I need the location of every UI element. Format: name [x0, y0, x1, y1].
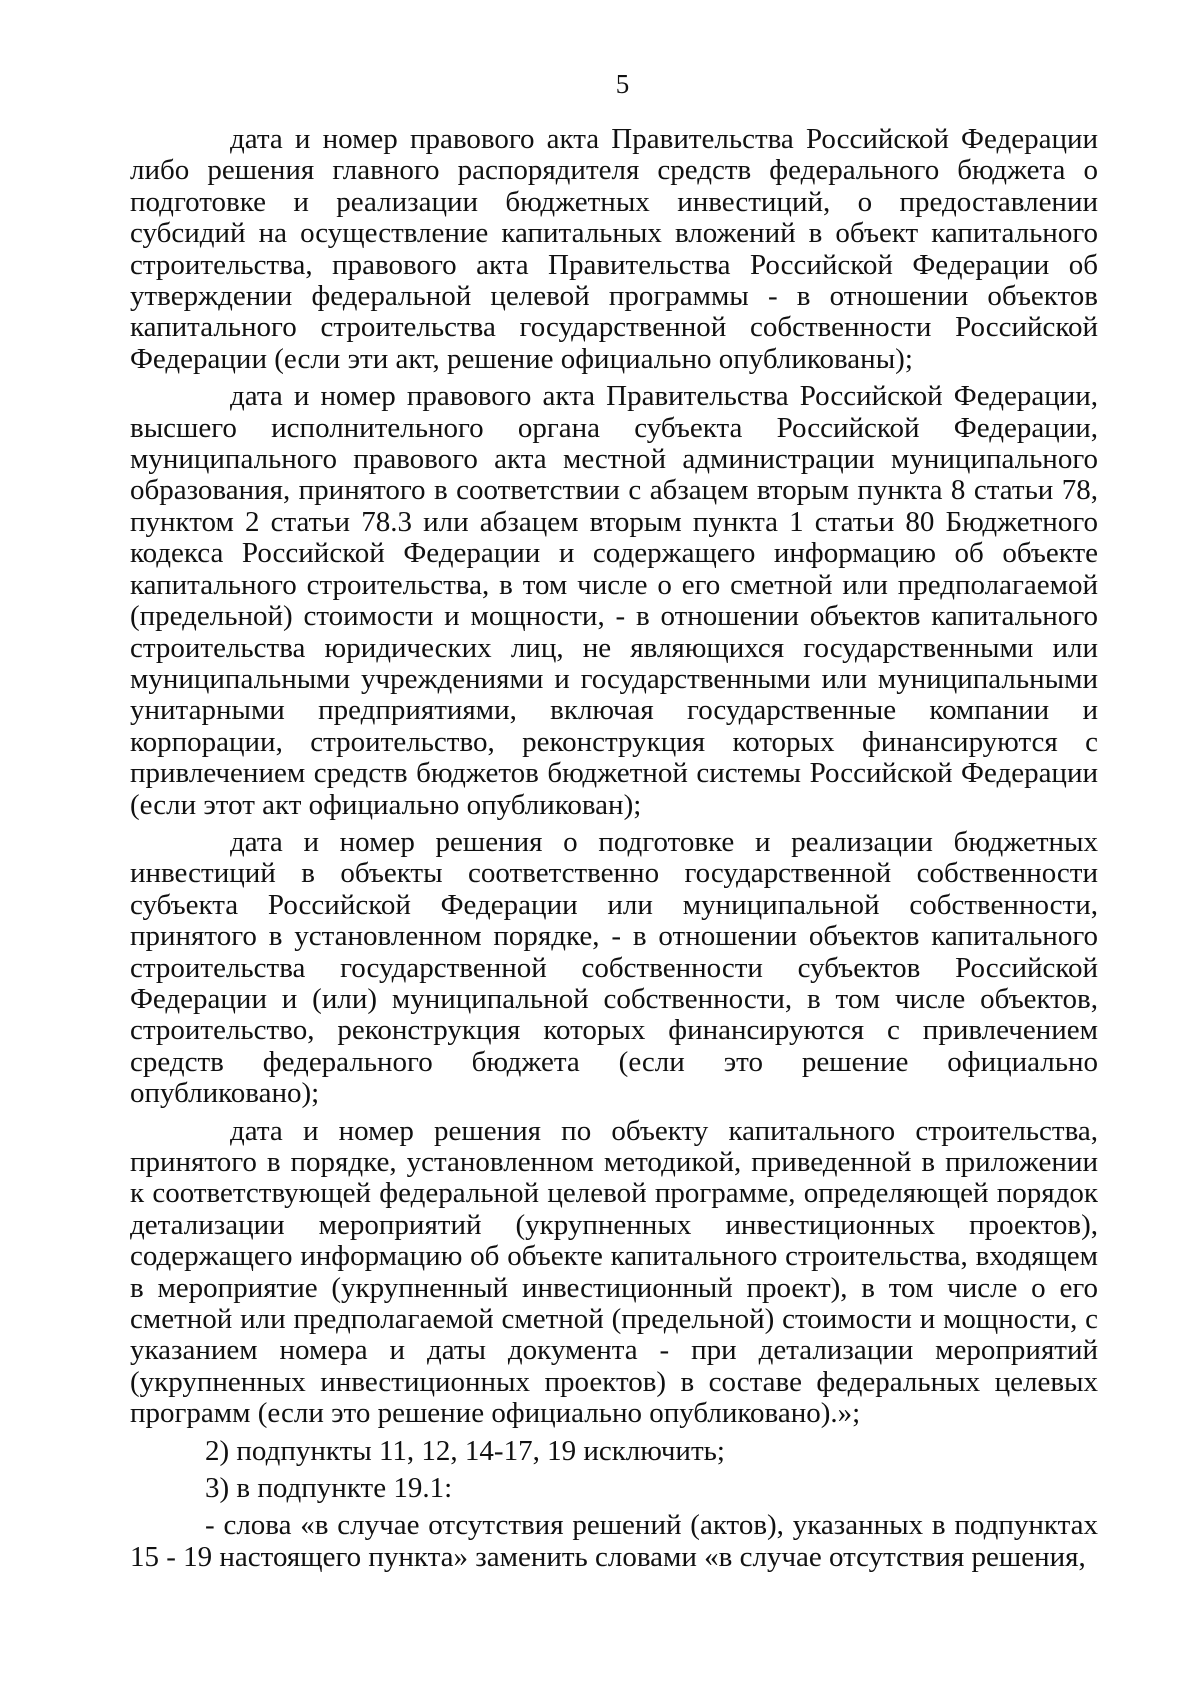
- paragraph-regional-acts: дата и номер правового акта Правительства Российской Федерации, высшего исполнительного органа субъекта Российской Федерации, муниципального правового акта местной администрации муниципального образования, принятого в соответствии с абзацем вторым пункта 8 статьи 78, пунктом 2 статьи 78.3 или абзацем вторым пункта 1 статьи 80 Бюджетного кодекса Российской Федерации и содержащего информацию об объекте капитального строительства, в том числе о его сметной или предполагаемой (предельной) стоимости и мощности, - в отношении объектов капитального строительства юридических лиц, не являющихся государственными или муниципальными учреждениями и государственными или муниципальными унитарными предприятиями, включая государственные компании и корпорации, строительство, реконструкция которых финансируются с привлечением средств бюджетов бюджетной системы Российской Федерации (если этот акт официально опубликован);: [130, 380, 1098, 821]
- paragraph-dash-item: - слова «в случае отсутствия решений (актов), указанных в подпунктах 15 - 19 настоящего пункта» заменить словами «в случае отсутствия решения,: [130, 1509, 1098, 1573]
- paragraph-program-decisions: дата и номер решения по объекту капитального строительства, принятого в порядке, установленном методикой, приведенной в приложении к соответствующей федеральной целевой программе, определяющей порядок детализации мероприятий (укрупненных инвестиционных проектов), содержащего информацию об объекте капитального строительства, входящем в мероприятие (укрупненный инвестиционный проект), в том числе о его сметной или предполагаемой сметной (предельной) стоимости и мощности, с указанием номера и даты документа - при детализации мероприятий (укрупненных инвестиционных проектов) в составе федеральных целевых программ (если это решение официально опубликовано).»;: [130, 1114, 1098, 1430]
- paragraph-subject-municipal-decisions: дата и номер решения о подготовке и реализации бюджетных инвестиций в объекты соответственно государственной собственности субъекта Российской Федерации или муниципальной собственности, принятого в установленном порядке, - в отношении объектов капитального строительства государственной собственности субъектов Российской Федерации и (или) муниципальной собственности, в том числе объектов, строительство, реконструкция которых финансируются с привлечением средств федерального бюджета (если это решение официально опубликовано);: [130, 825, 1098, 1110]
- page-number: 5: [615, 69, 630, 99]
- paragraph-item-3: 3) в подпункте 19.1:: [205, 1472, 453, 1505]
- paragraph-federal-acts: дата и номер правового акта Правительства Российской Федерации либо решения главного распорядителя средств федерального бюджета о подготовке и реализации бюджетных инвестиций, о предоставлении субсидий на осуществление капитальных вложений в объект капитального строительства, правового акта Правительства Российской Федерации об утверждении федеральной целевой программы - в отношении объектов капитального строительства государственной собственности Российской Федерации (если эти акт, решение официально опубликованы);: [130, 123, 1098, 375]
- paragraph-item-2: 2) подпункты 11, 12, 14-17, 19 исключить;: [205, 1434, 725, 1467]
- document-body: [130, 124, 1098, 1573]
